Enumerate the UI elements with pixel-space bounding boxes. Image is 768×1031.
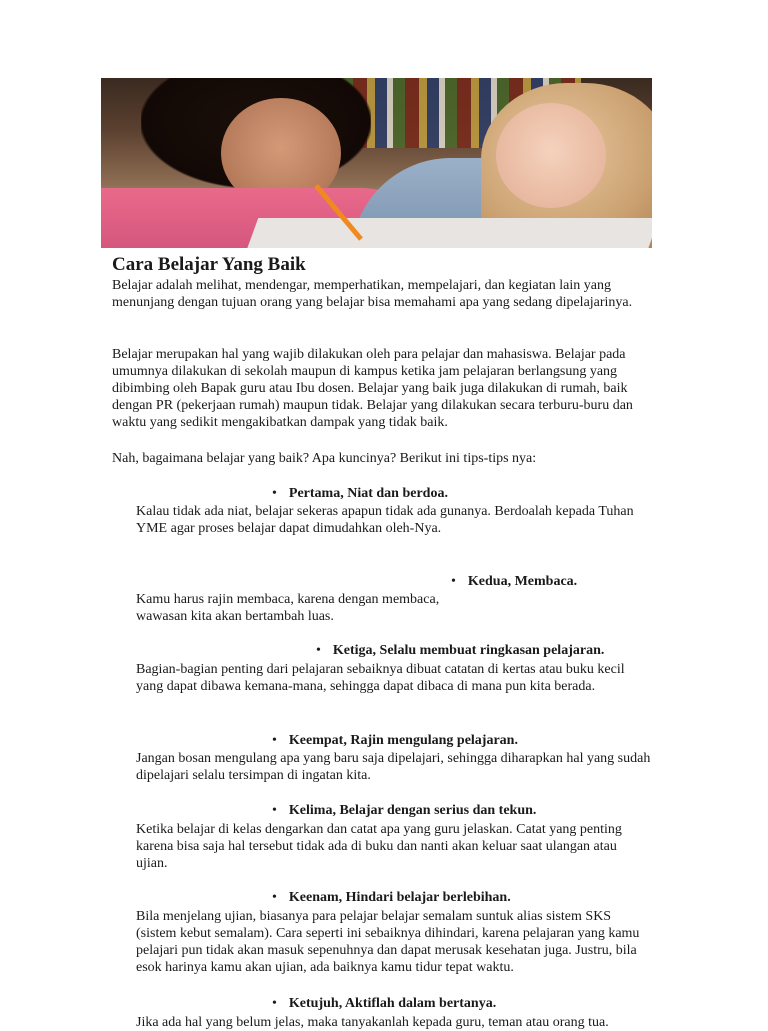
page-title: Cara Belajar Yang Baik: [112, 254, 306, 275]
bullet-icon: •: [272, 890, 277, 905]
tip-2-body: Kamu harus rajin membaca, karena dengan membaca, wawasan kita akan bertambah luas.: [136, 592, 440, 624]
tip-7-heading: • Ketujuh, Aktiflah dalam bertanya.: [272, 996, 497, 1011]
paper: [244, 218, 652, 248]
tip-5-body: Ketika belajar di kelas dengarkan dan catat apa yang guru jelaskan. Catat yang penting karena bisa saja hal tersebut tidak ada di buku dan nanti akan keluar saat ulangan atau ujian.: [136, 822, 622, 871]
bullet-icon: •: [272, 486, 277, 501]
bullet-icon: •: [272, 733, 277, 748]
intro-paragraph: Belajar adalah melihat, mendengar, memperhatikan, mempelajari, dan kegiatan lain yang menunjang dengan tujuan orang yang belajar bisa memahami apa yang sedang dipelajarinya.: [112, 278, 633, 310]
tip-3-heading: • Ketiga, Selalu membuat ringkasan pelajaran.: [316, 643, 605, 658]
bullet-icon: •: [316, 643, 321, 658]
bullet-icon: •: [272, 996, 277, 1011]
tip-4-body: Jangan bosan mengulang apa yang baru saja dipelajari, sehingga diharapkan hal yang sudah dipelajari selalu tersimpan di ingatan kita.: [136, 751, 651, 783]
paragraph-2: Belajar merupakan hal yang wajib dilakukan oleh para pelajar dan mahasiswa. Belajar pada umumnya dilakukan di sekolah maupun di kampus ketika jam pelajaran berlangsung yang dibimbing oleh Bapak guru atau Ibu dosen. Belajar yang baik juga dilakukan di rumah, baik dengan PR (pekerjaan rumah) maupun tidak. Belajar yang dilakukan secara terburu-buru dan waktu yang sedikit mengakibatkan dampak yang tidak baik.: [112, 347, 633, 430]
tip-1-heading: • Pertama, Niat dan berdoa.: [272, 486, 448, 501]
tip-6-body: Bila menjelang ujian, biasanya para pelajar belajar semalam suntuk alias sistem SKS (sistem kebut semalam). Cara seperti ini sebaiknya dihindari, karena pelajaran yang kamu pelajari pun tidak akan masuk sepenuhnya dan dapat merusak kesehatan juga. Justru, bila esok harinya kamu akan ujian, ada baiknya kamu tidur tepat waktu.: [136, 909, 640, 975]
tip-6-heading: • Keenam, Hindari belajar berlebihan.: [272, 890, 511, 905]
tip-4-heading: • Keempat, Rajin mengulang pelajaran.: [272, 733, 518, 748]
bullet-icon: •: [451, 574, 456, 589]
tip-3-body: Bagian-bagian penting dari pelajaran sebaiknya dibuat catatan di kertas atau buku kecil yang dapat dibawa kemana-mana, sehingga dapat dibaca di mana pun kita berada.: [136, 662, 625, 694]
tip-1-body: Kalau tidak ada niat, belajar sekeras apapun tidak ada gunanya. Berdoalah kepada Tuhan YME agar proses belajar dapat dimudahkan oleh-Nya.: [136, 504, 634, 536]
tip-5-heading: • Kelima, Belajar dengan serius dan tekun.: [272, 803, 537, 818]
header-photo: [101, 78, 652, 248]
bullet-icon: •: [272, 803, 277, 818]
tip-7-body: Jika ada hal yang belum jelas, maka tanyakanlah kepada guru, teman atau orang tua.: [136, 1015, 609, 1030]
girl-face: [496, 103, 606, 208]
question-line: Nah, bagaimana belajar yang baik? Apa kuncinya? Berikut ini tips-tips nya:: [112, 451, 537, 466]
tip-2-heading: • Kedua, Membaca.: [451, 574, 578, 589]
